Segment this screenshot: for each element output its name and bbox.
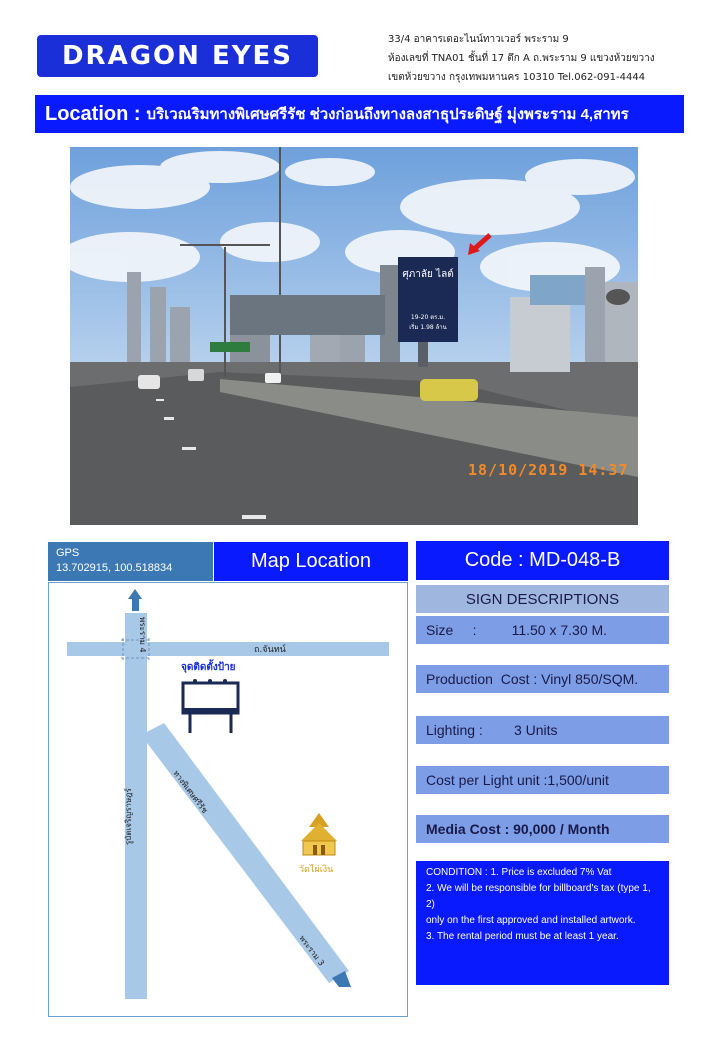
address-line-2: ห้องเลขที่ TNA01 ชั้นที่ 17 ตึก A ถ.พระราม 9 แขวงห้วยขวาง (388, 53, 655, 64)
location-banner (35, 95, 684, 133)
road-label-left: รูบัตเจริญราษฎร์ (124, 788, 133, 845)
address-line-3: เขตห้วยขวาง กรุงเทพมหานคร 10310 Tel.062-091-4444 (388, 72, 646, 83)
sign-descriptions-header: SIGN DESCRIPTIONS (416, 585, 669, 613)
location-map (48, 582, 408, 1017)
road-horizontal (67, 642, 389, 656)
gps-box (48, 542, 213, 581)
photo-timestamp: 18/10/2019 14:37 (468, 461, 629, 479)
sign-gantry (230, 295, 385, 335)
road-label-rama4: พระราม 4 (138, 617, 147, 653)
condition-line-3: only on the first approved and installed artwork. (426, 915, 636, 926)
address-line-1: 33/4 อาคารเดอะไนน์ทาวเวอร์ พระราม 9 (388, 34, 569, 45)
dragon-eyes-logo: DRAGON EYES (37, 35, 318, 77)
location-label: Location : (45, 102, 141, 125)
spec-media-cost: Media Cost : 90,000 / Month (416, 815, 669, 843)
gps-value: 13.702915, 100.518834 (56, 562, 173, 574)
billboard-sub-1: 19-20 ตร.ม. (410, 314, 446, 321)
location-value: บริเวณริมทางพิเศษศรีรัช ช่วงก่อนถึงทางลงสาธุประดิษฐ์ มุ่งพระราม 4,สาทร (146, 106, 629, 123)
billboard-code: Code : MD-048-B (416, 541, 669, 580)
map-location-title: Map Location (214, 542, 408, 581)
billboard-label: จุดติดตั้งป้าย (181, 662, 236, 673)
north-arrow-icon (128, 589, 142, 611)
road-label-chan: ถ.จันทน์ (254, 645, 286, 655)
spec-lighting: Lighting : 3 Units (416, 716, 669, 744)
billboard-text: ศุภาลัย ไลต์ (402, 269, 454, 280)
temple-icon (301, 813, 337, 855)
road-label-expressway: ทางพิเศษศรีรัช (171, 768, 210, 816)
billboard-icon (183, 679, 238, 733)
map-svg (49, 583, 406, 1015)
condition-line-4: 3. The rental period must be at least 1 year. (426, 931, 619, 942)
spec-production-cost: Production Cost : Vinyl 850/SQM. (416, 665, 669, 693)
condition-line-1: CONDITION : 1. Price is excluded 7% Vat (426, 867, 612, 878)
gps-label: GPS (56, 547, 80, 559)
road-label-rama3: พระราม 3 (297, 933, 326, 968)
billboard-sub-2: เริ่ม 1.98 ล้าน (409, 324, 447, 331)
spec-size: Size : 11.50 x 7.30 M. (416, 616, 669, 644)
billboard-photo (70, 147, 638, 525)
conditions-box (416, 861, 669, 985)
condition-line-2: 2. We will be responsible for billboard's tax (type 1, 2) (426, 883, 654, 910)
company-address (388, 30, 708, 87)
spec-cost-per-light: Cost per Light unit :1,500/unit (416, 766, 669, 794)
temple-label: วัดไผ่เงิน (299, 865, 334, 875)
